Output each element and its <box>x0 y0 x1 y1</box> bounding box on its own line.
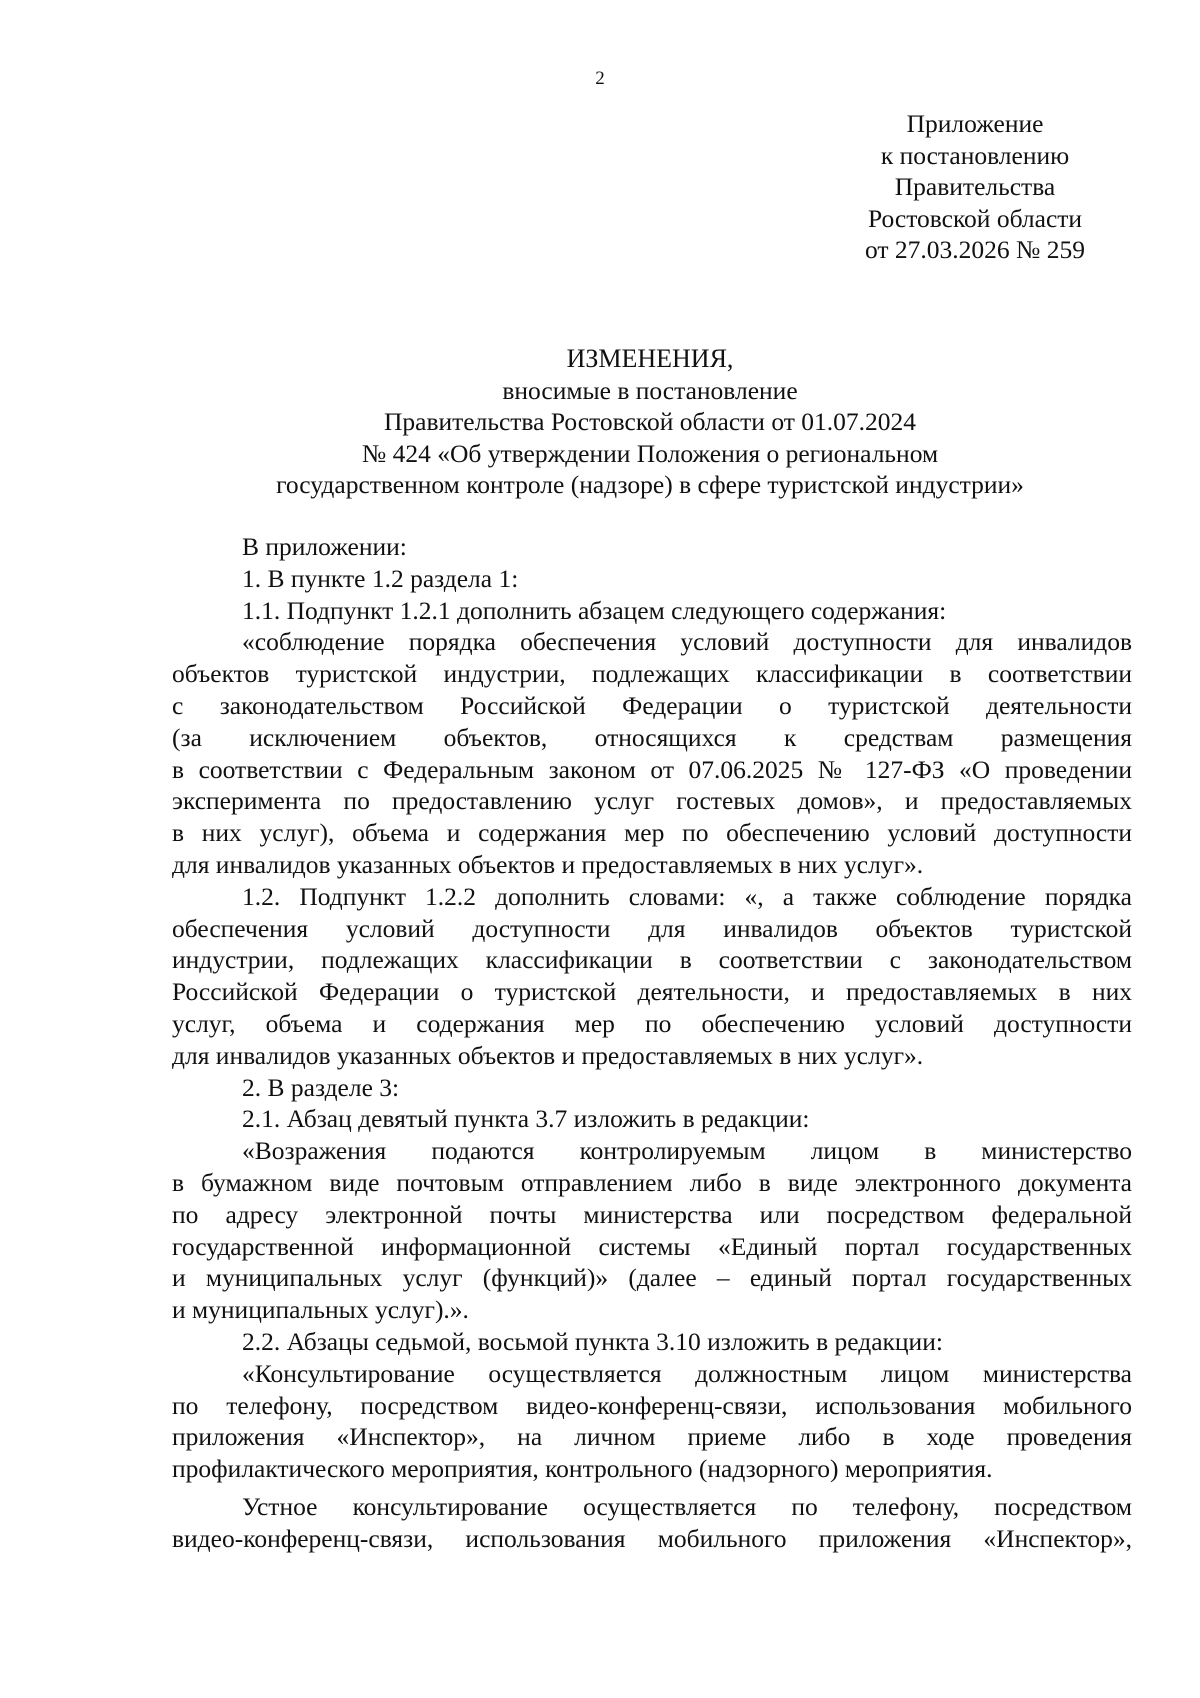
body-line: 2.2. Абзацы седьмой, восьмой пункта 3.10 изложить в редакции: <box>242 1326 943 1356</box>
body-line: объектов туристской индустрии, подлежащих классификации в соответствии <box>172 659 1132 689</box>
body-line: для инвалидов указанных объектов и предоставляемых в них услуг». <box>172 1040 924 1070</box>
body-line: для инвалидов указанных объектов и предоставляемых в них услуг». <box>172 849 924 879</box>
heading-title: ИЗМЕНЕНИЯ, <box>566 344 734 373</box>
heading-line: Правительства Ростовской области от 01.07.2024 <box>383 407 917 436</box>
body-line: в них услуг), объема и содержания мер по обеспечению условий доступности <box>172 818 1132 848</box>
body-line: и муниципальных услуг (функций)» (далее – единый портал государственных <box>172 1263 1132 1293</box>
body-line: по телефону, посредством видео-конференц-связи, использования мобильного <box>172 1390 1132 1420</box>
body-line: индустрии, подлежащих классификации в соответствии с законодательством <box>172 945 1132 975</box>
page-number: 2 <box>595 68 605 89</box>
document-body <box>172 531 1132 1555</box>
body-line: 1.2. Подпункт 1.2.2 дополнить словами: «, а также соблюдение порядка <box>242 881 1132 911</box>
heading-line: № 424 «Об утверждении Положения о региональном <box>361 438 939 468</box>
body-line: Устное консультирование осуществляется по телефону, посредством <box>242 1491 1132 1521</box>
body-line: 1.1. Подпункт 1.2.1 дополнить абзацем следующего содержания: <box>242 595 947 625</box>
heading-line: вносимые в постановление <box>502 375 798 405</box>
appendix-line: Ростовской области <box>867 203 1083 233</box>
body-line: Российской Федерации о туристской деятельности, и предоставляемых в них <box>172 977 1132 1007</box>
body-line: 2.1. Абзац девятый пункта 3.7 изложить в редакции: <box>242 1104 810 1134</box>
body-line: (за исключением объектов, относящихся к средствам размещения <box>172 722 1132 752</box>
appendix-block <box>830 108 1120 266</box>
body-line: «соблюдение порядка обеспечения условий доступности для инвалидов <box>242 627 1132 657</box>
heading-line: государственном контроле (надзоре) в сфере туристской индустрии» <box>276 470 1024 499</box>
body-line: эксперимента по предоставлению услуг гостевых домов», и предоставляемых <box>172 786 1132 816</box>
document-heading <box>170 343 1130 501</box>
body-line: «Консультирование осуществляется должностным лицом министерства <box>242 1358 1132 1388</box>
body-line: по адресу электронной почты министерства или посредством федеральной <box>172 1199 1132 1229</box>
body-line: В приложении: <box>242 532 407 561</box>
body-line: 2. В разделе 3: <box>242 1072 400 1102</box>
body-line: «Возражения подаются контролируемым лицом в министерство <box>242 1136 1132 1166</box>
appendix-line: Приложение <box>906 109 1044 138</box>
body-line: государственной информационной системы «Единый портал государственных <box>172 1231 1132 1261</box>
body-line: профилактического мероприятия, контрольного (надзорного) мероприятия. <box>172 1454 993 1484</box>
body-line: 1. В пункте 1.2 раздела 1: <box>242 563 519 593</box>
body-line: в соответствии с Федеральным законом от 07.06.2025 № 127-ФЗ «О проведении <box>172 754 1132 784</box>
body-line: в бумажном виде почтовым отправлением либо в виде электронного документа <box>172 1167 1132 1197</box>
body-line: услуг, объема и содержания мер по обеспечению условий доступности <box>172 1008 1132 1038</box>
body-line: обеспечения условий доступности для инвалидов объектов туристской <box>172 913 1132 943</box>
appendix-line: Правительства <box>894 172 1056 201</box>
body-line: с законодательством Российской Федерации о туристской деятельности <box>172 690 1132 720</box>
body-line: приложения «Инспектор», на личном приеме либо в ходе проведения <box>172 1422 1132 1452</box>
appendix-line: от 27.03.2026 № 259 <box>864 235 1085 264</box>
appendix-line: к постановлению <box>880 140 1070 170</box>
body-line: и муниципальных услуг).». <box>172 1295 469 1325</box>
body-line: видео-конференц-связи, использования мобильного приложения «Инспектор», <box>172 1523 1132 1553</box>
